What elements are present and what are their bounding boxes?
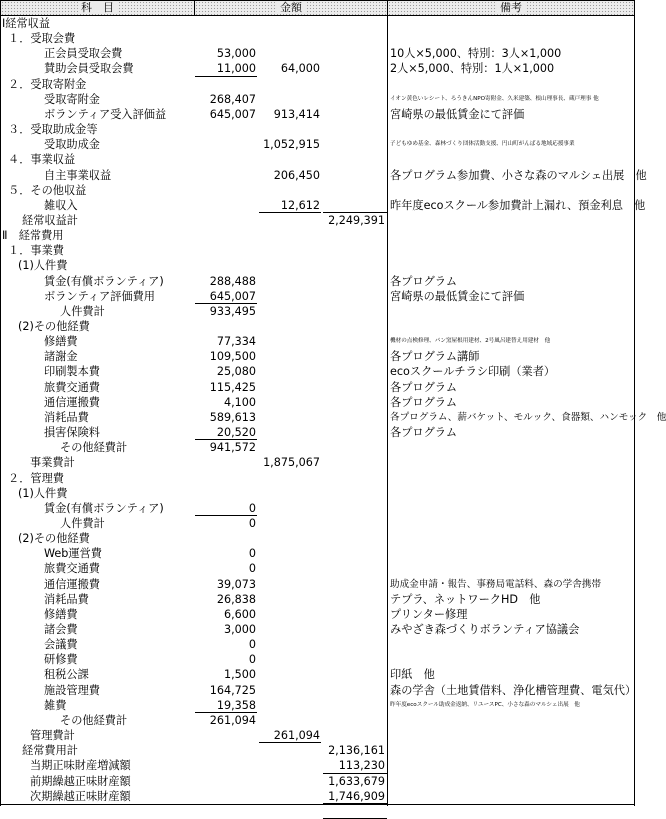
row-label: ボランティア評価費用 [44,289,155,303]
amount-n1: 0 [248,516,256,530]
table-row [0,683,635,698]
row-label: 消耗品費 [44,592,89,606]
table-row [0,77,635,92]
table-row [0,31,635,46]
table-row [0,728,635,743]
amount-n1: 20,520 [216,426,256,440]
row-remark: 昨年度ecoスクール助成金返納、リユースPC、小さな森のマルシェ出展 他 [390,701,580,708]
row-label: 賛助会員受取会費 [44,62,134,76]
row-label: Ⅱ 経常費用 [2,229,64,243]
amount-n1: 164,725 [209,683,256,697]
row-label: 消耗品費 [44,410,89,424]
table-row [0,577,635,592]
amount-n1: 645,007 [209,289,256,303]
table-row [0,531,635,546]
amount-n2: 1,875,067 [263,456,320,470]
row-label: 人件費計 [60,516,105,530]
row-label: 当期正味財産増減額 [30,759,131,773]
amount-n1: 933,495 [209,304,256,318]
header-remarks [387,0,635,16]
table-row [0,652,635,667]
table-row [0,168,647,183]
row-label: 前期繰越正味財産額 [30,774,131,788]
table-row [0,607,635,622]
table-row [0,789,635,804]
amount-n2: 64,000 [280,62,320,76]
amount-n1: 0 [248,653,256,667]
row-remark: 各プログラム参加費、小さな森のマルシェ出展 他 [390,168,647,182]
row-label: 雑収入 [44,198,78,212]
table-row [0,592,635,607]
amount-n1: 25,080 [216,365,256,379]
row-label: 旅費交通費 [44,380,100,394]
row-label: 賃金(有償ボランティア) [44,274,164,288]
row-label: 通信運搬費 [44,577,100,591]
amount-n2: 206,450 [273,168,320,182]
table-row [0,637,635,652]
amount-n1: 109,500 [209,350,256,364]
amount-n1: 0 [248,547,256,561]
row-remark: 機材の点検修理、パン窯屋根用建材、2号風呂建替え用建材 他 [390,338,551,345]
table-row [0,410,666,425]
table-row [0,152,635,167]
table-row [0,198,646,213]
row-label: 受取寄附金 [44,92,100,106]
table-row [0,349,635,364]
amount-n1: 4,100 [223,395,256,409]
row-label: 諸会費 [44,623,78,636]
table-row [0,546,635,561]
row-label: 修繕費 [44,607,78,621]
row-label: ボランティア受入評価益 [44,107,167,121]
table-row [0,122,635,137]
total-rule [323,773,387,774]
table-row [0,92,635,107]
table-row [0,243,635,258]
row-remark: プリンター修理 [390,607,468,621]
row-label: (2)その他経費 [18,320,90,333]
row-remark: 宮崎県の最低賃金にて評価 [390,289,525,303]
amount-n2: 1,052,915 [263,138,320,152]
row-remark: 各プログラム [390,426,458,440]
row-label: (1)人件費 [18,486,68,500]
row-remark: 宮崎県の最低賃金にて評価 [390,107,525,121]
amount-n1: 941,572 [209,441,256,455]
table-row [0,137,635,152]
row-label: 印刷製本費 [44,365,100,379]
amount-n1: 589,613 [209,410,256,424]
table-row [0,395,635,410]
table-row [0,258,635,273]
amount-n1: 0 [248,501,256,515]
row-remark: 昨年度ecoスクール参加費計上漏れ、預金利息 他 [390,198,646,212]
table-row [0,471,635,486]
table-row [0,698,635,713]
table-row [0,501,635,516]
amount-n1: 0 [248,562,256,576]
amount-n1: 19,358 [216,698,256,712]
row-label: １．事業費 [8,244,64,258]
row-remark: テプラ、ネットワークHD 他 [390,592,541,606]
amount-n1: 6,600 [223,607,256,621]
table-row [0,455,635,470]
row-label: その他経費計 [60,441,128,455]
total-rule [323,212,387,213]
amount-n2: 913,414 [273,107,320,121]
row-label: 修繕費 [44,335,78,349]
row-remark: 各プログラム、薪バケット、モルック、食器類、ハンモック 他 [390,411,666,423]
row-label: 正会員受取会費 [44,47,123,61]
row-label: 賃金(有償ボランティア) [44,501,164,515]
row-label: その他経費計 [60,713,128,727]
row-label: 経常費用計 [22,744,78,758]
row-label: 研修費 [44,653,78,667]
row-label: 施設管理費 [44,683,100,697]
amount-n1: 26,838 [216,592,256,606]
table-row [0,228,635,243]
row-remark: 森の学舎（土地賃借料、浄化槽管理費、電気代） [390,683,637,697]
table-row [0,516,635,531]
amount-n1: 1,500 [223,668,256,682]
row-remark: 各プログラム [390,274,458,288]
table-row [0,289,635,304]
table-row [0,667,635,682]
table-row [0,440,635,455]
table-row [0,304,635,319]
row-label: 管理費計 [30,729,75,743]
table-row [0,319,635,334]
table-row [0,425,635,440]
amount-n3: 1,633,679 [328,774,385,788]
row-label: １．受取会費 [8,32,76,46]
header-amount [194,0,388,16]
amount-n1: 11,000 [216,62,256,76]
table-row [0,561,635,576]
row-label: 次期繰越正味財産額 [30,789,131,803]
amount-n1: 0 [248,638,256,652]
row-label: 事業費計 [30,456,75,470]
amount-n1: 288,488 [209,274,256,288]
row-label: 人件費計 [60,304,105,318]
header-amount-label: 金額 [277,1,305,14]
amount-n3: 1,746,909 [328,789,385,803]
table-row [0,107,635,122]
row-remark: 2人×5,000、特別：1人×1,000 [390,62,555,76]
table-row [0,274,635,289]
row-label: 通信運搬費 [44,395,100,409]
amount-n1: 3,000 [223,623,256,636]
row-label: (1)人件費 [18,259,68,273]
row-label: ３．受取助成金等 [8,123,98,137]
table-row [0,380,635,395]
table-row [0,622,635,637]
amount-n1: 53,000 [216,47,256,61]
row-label: 経常収益計 [22,213,78,227]
amount-n3: 113,230 [338,759,385,773]
row-label: Ⅰ経常収益 [2,17,51,30]
amount-n1: 268,407 [209,92,256,106]
row-remark: イオン黄色いレシート、ろうきんNPO寄附金、久米建築、根山理事長、蔵戸理事 他 [390,95,599,102]
row-remark: 各プログラム講師 [390,350,480,364]
row-label: (2)その他経費 [18,532,90,546]
table-row [0,758,635,773]
header-subject-label: 科 目 [78,1,117,14]
table-row [0,364,635,379]
row-label: Web運営費 [44,547,102,561]
row-label: 雑費 [44,698,67,712]
table-row [0,16,635,31]
row-remark: 助成金申請・報告、事務局電話料、森の学舎携帯 [390,578,602,590]
table-row [0,743,635,758]
amount-n2: 12,612 [280,198,320,212]
row-remark: 10人×5,000、特別：3人×1,000 [390,47,562,61]
table-row [0,486,635,501]
row-label: 損害保険料 [44,426,100,440]
table-row [0,213,635,228]
row-label: 諸謝金 [44,350,78,364]
amount-n1: 645,007 [209,107,256,121]
table-row [0,46,635,61]
amount-n3: 2,249,391 [328,213,385,227]
total-rule [323,803,387,804]
amount-n1: 261,094 [209,713,256,727]
row-label: 会議費 [44,638,78,652]
bottom-border [0,804,635,805]
row-remark: 各プログラム [390,380,458,394]
amount-n3: 2,136,161 [328,744,385,758]
row-label: 自主事業収益 [44,168,112,182]
row-label: 旅費交通費 [44,562,100,576]
row-remark: みやざき森づくりボランティア協議会 [390,623,580,636]
row-label: ２．受取寄附金 [8,77,87,91]
table-row [0,713,635,728]
row-remark: 子どもゆめ基金、森林づくり団体活動支援、円山町がんばる地域応援事業 [390,141,575,148]
table-row [0,334,635,349]
header-subject [0,0,195,16]
amount-n1: 77,334 [216,335,256,349]
table-row [0,183,635,198]
amount-n1: 39,073 [216,577,256,591]
table-row [0,774,635,789]
row-label: 受取助成金 [44,138,100,152]
table-row [0,61,635,76]
header-remarks-label: 備考 [497,1,525,14]
row-label: ５．その他収益 [8,183,87,197]
row-remark: 印紙 他 [390,668,435,682]
row-label: ２．管理費 [8,471,64,485]
row-remark: ecoスクールチラシ印刷（業者） [390,365,556,379]
amount-n2: 261,094 [273,729,320,743]
row-remark: 各プログラム [390,395,458,409]
row-label: 租税公課 [44,668,89,682]
amount-n1: 115,425 [209,380,256,394]
row-label: ４．事業収益 [8,153,76,167]
